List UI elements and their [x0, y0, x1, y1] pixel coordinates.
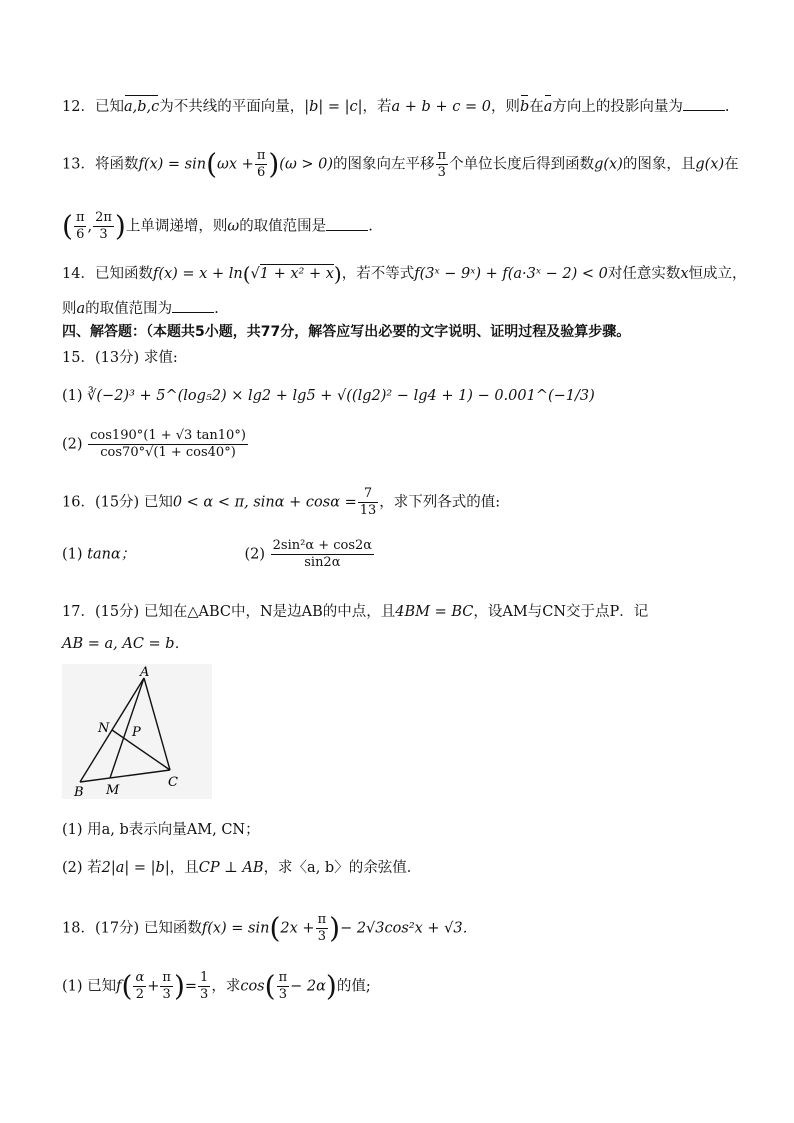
- side-ac: [144, 678, 170, 770]
- q18-tail: − 2√3cos²x + √3．: [340, 920, 478, 937]
- question-14: 14．已知函数f(x) = x + ln(√1 + x² + x)，若不等式f(3ˣ − 9ˣ) + f(a·3ˣ − 2) < 0对任意实数x恒成立，: [62, 262, 747, 286]
- q18-equals: =: [184, 978, 198, 995]
- q12-text: ，若: [362, 99, 392, 115]
- label-p: P: [132, 725, 141, 740]
- question-13-line2: ( $\frac{\pi}{6}$ , $\frac{2\pi}{3}$ )上单调递增，则ω的取值范围是 .: [62, 209, 373, 243]
- q16-condition: 0 < α < π, sinα + cosα =: [172, 494, 357, 511]
- q12-vector-a: a: [543, 99, 553, 115]
- answer-blank[interactable]: [326, 216, 368, 231]
- q14-period: .: [214, 301, 219, 317]
- q15-part2-fraction: $\frac{\cos 190^\circ(1 + √3 \tan 10^\circ)}{\cos 70^\circ√(1 + \cos 40^\circ)}$: [90, 428, 246, 460]
- triangle-figure: [62, 664, 212, 799]
- side-bc: [80, 770, 170, 782]
- q14-function: f(x) = x + ln: [152, 266, 243, 282]
- q14-variable-a: a: [76, 301, 86, 317]
- question-17-part1: (1) 用a, b表示向量AM, CN；: [62, 822, 260, 838]
- question-17: [62, 602, 648, 622]
- segment-cn: [112, 730, 170, 770]
- q12-text: 在: [529, 99, 544, 115]
- q13-text: 13．将函数: [62, 156, 139, 173]
- q13-interval-end: $\frac{2\pi}{3}$: [95, 210, 112, 242]
- q14-text: 对任意实数: [607, 266, 681, 282]
- q17-equation: 4BM = BC: [395, 604, 474, 620]
- q12-text: 12．已知: [62, 99, 124, 115]
- q13-text: 的取值范围是: [239, 218, 327, 235]
- q12-equation: a + b + c = 0: [391, 99, 491, 115]
- q18-f: f: [116, 978, 122, 995]
- q18-fraction: $\frac{\pi}{3}$: [317, 912, 327, 944]
- q18-text: 18．(17分) 已知函数: [62, 920, 202, 937]
- q18-minus: − 2α: [290, 978, 326, 995]
- question-12: [62, 96, 730, 117]
- answer-blank[interactable]: [683, 96, 725, 111]
- q13-g-function: g(x): [594, 156, 623, 173]
- q18-cos-fraction: $\frac{\pi}{3}$: [278, 970, 288, 1002]
- q13-fraction: $\frac{\pi}{6}$: [256, 148, 266, 180]
- label-b: B: [74, 785, 84, 799]
- q17-condition: 2|a| = |b|: [101, 860, 170, 876]
- q16-part1-label: (1): [62, 546, 83, 563]
- q13-text: 在: [724, 156, 739, 173]
- q14-text: 14．已知函数: [62, 266, 153, 282]
- question-17-line2: [62, 634, 189, 654]
- label-m: M: [106, 783, 120, 798]
- question-13: 13．将函数f(x) = sin(ωx + $\frac{\pi}{6}$ )(ω > 0)的图象向左平移 $\frac{\pi}{3}$ 个单位长度后得到函数g(x)的图象，且g(x)在: [62, 147, 739, 181]
- q13-text: 个单位长度后得到函数: [449, 156, 595, 173]
- q18-text: 的值;: [336, 978, 371, 995]
- q16-part2-fraction: $\frac{\text{2sin²α + cos2α}}{\sin 2\alpha}$: [272, 538, 373, 570]
- q17-vector-definitions: AB = a, AC = b．: [62, 636, 190, 652]
- q15-part1-expression: ∛(−2)³ + 5^(log₅2) × lg2 + lg5 + √((lg2)² − lg4 + 1) − 0.001^(−1/3): [87, 388, 595, 404]
- q13-omega: ω: [227, 218, 240, 235]
- q14-text: 的取值范围为: [85, 301, 173, 317]
- section-heading: 四、解答题：（本题共5小题，共77分，解答应写出必要的文字说明、证明过程及验算步骤。: [62, 324, 631, 340]
- question-15-part1: [62, 386, 595, 406]
- q16-text: ，求下列各式的值:: [379, 494, 501, 511]
- q13-shift-fraction: $\frac{\pi}{3}$: [437, 148, 447, 180]
- question-15-title: 15．(13分) 求值:: [62, 350, 178, 366]
- q13-function: f(x) = sin: [138, 156, 207, 173]
- label-n: N: [98, 721, 110, 736]
- q12-vectors: a,b,c: [123, 99, 160, 115]
- q13-text: 上单调递增，则: [125, 218, 228, 235]
- q14-text: 恒成立，: [688, 266, 747, 282]
- q12-text: 为不共线的平面向量，: [159, 99, 305, 115]
- triangle-diagram: [62, 664, 212, 799]
- q13-argument: ωx +: [217, 156, 254, 173]
- q12-vector-b: b: [519, 99, 530, 115]
- q17-text: (2) 若: [62, 860, 102, 876]
- label-c: C: [168, 775, 178, 790]
- q13-period: .: [368, 218, 373, 235]
- q16-part1-expression: tanα；: [87, 546, 136, 563]
- q15-part1-label: (1): [62, 388, 83, 404]
- q17-text: 17．(15分) 已知在△ABC中，N是边AB的中点，且: [62, 604, 396, 620]
- q17-text: ，设AM与CN交于点P．记: [473, 604, 649, 620]
- q16-fraction: $\frac{7}{13}$: [359, 486, 377, 518]
- q13-g-function: g(x): [695, 156, 725, 173]
- label-a: A: [140, 665, 150, 680]
- q18-function: f(x) = sin: [201, 920, 270, 937]
- q12-period: .: [724, 99, 730, 115]
- q14-radical: 1 + x² + x: [259, 266, 334, 282]
- q17-text: ，且: [169, 860, 199, 876]
- question-18-part1: (1) 已知f( $\frac{\alpha}{2}$ + $\frac{\pi}{3}$ )= $\frac{1}{3}$ ，求cos( $\frac{\pi}{3}$ − 2α)的值;: [62, 969, 371, 1003]
- q16-text: 16．(15分) 已知: [62, 494, 173, 511]
- q17-perpendicular: CP ⊥ AB: [198, 860, 264, 876]
- question-15-part2: [62, 428, 249, 461]
- q13-condition: (ω > 0): [279, 156, 334, 173]
- q13-interval-start: $\frac{\pi}{6}$: [75, 210, 85, 242]
- q18-pi-fraction: $\frac{\pi}{3}$: [162, 970, 171, 1002]
- question-16-parts: [62, 538, 375, 571]
- answer-blank[interactable]: [172, 298, 214, 313]
- q12-text: ，则: [490, 99, 520, 115]
- q16-part2-label: (2): [244, 546, 266, 563]
- q18-text: ，求: [211, 978, 241, 995]
- q14-variable: x: [680, 266, 689, 282]
- question-18: 18．(17分) 已知函数f(x) = sin(2x + $\frac{\pi}{3}$ )− 2√3cos²x + √3．: [62, 911, 478, 945]
- q18-value-fraction: $\frac{1}{3}$: [200, 970, 209, 1002]
- q13-text: 的图象向左平移: [333, 156, 435, 173]
- q18-alpha-fraction: $\frac{\alpha}{2}$: [135, 970, 145, 1002]
- q17-text: ，求〈a, b〉的余弦值．: [263, 860, 422, 876]
- q12-text: 方向上的投影向量为: [552, 99, 683, 115]
- q18-text: (1) 已知: [62, 978, 117, 995]
- question-14-line2: [62, 298, 219, 319]
- q13-text: 的图象，且: [622, 156, 696, 173]
- q15-part2-label: (2): [62, 436, 83, 453]
- q14-text: 则: [62, 301, 77, 317]
- q12-equation: |b| = |c|: [304, 99, 363, 115]
- q18-argument: 2x +: [280, 920, 315, 937]
- q14-text: ，若不等式: [341, 266, 415, 282]
- q18-cos: cos: [240, 978, 265, 995]
- question-17-part2: [62, 858, 421, 878]
- question-16: [62, 486, 500, 519]
- q14-inequality: f(3ˣ − 9ˣ) + f(a·3ˣ − 2) < 0: [414, 266, 608, 282]
